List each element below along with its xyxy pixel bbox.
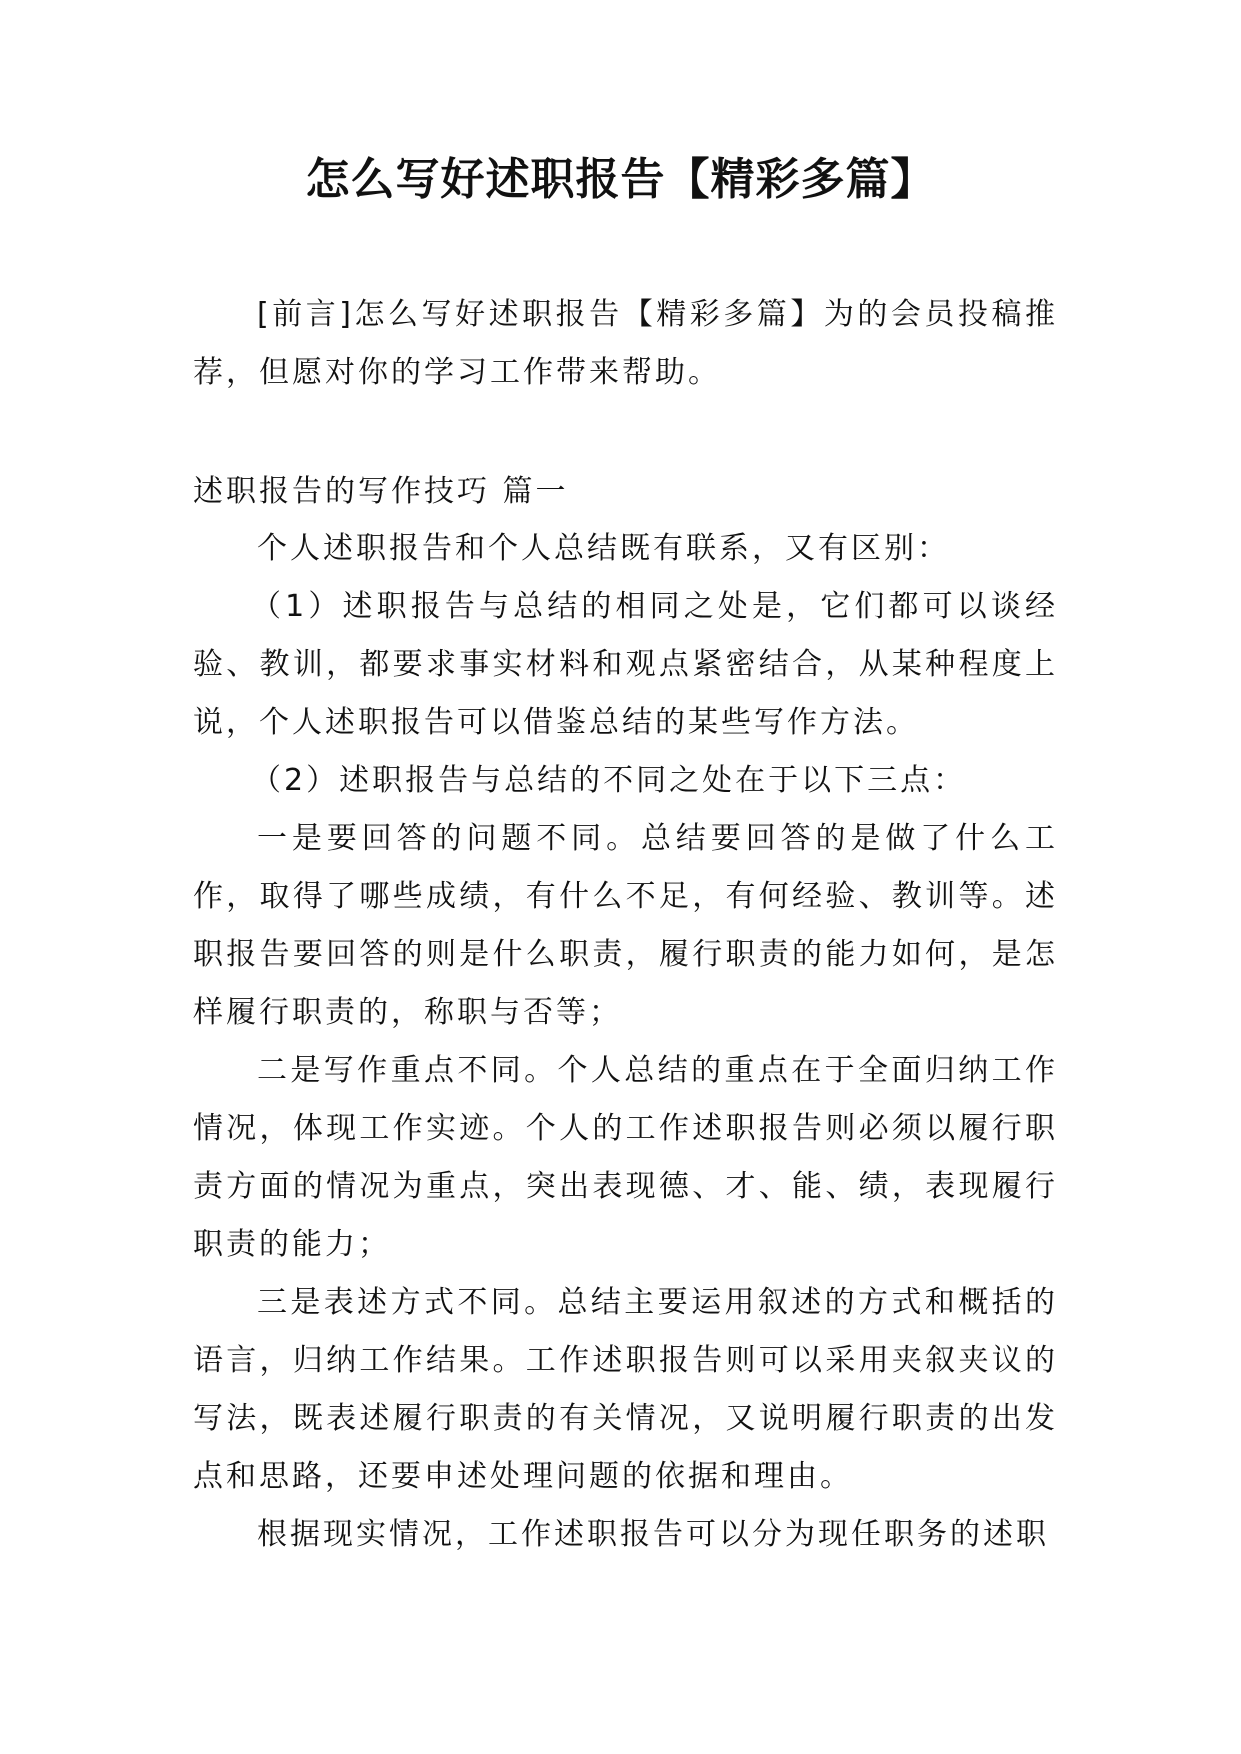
paragraph: 二是写作重点不同。个人总结的重点在于全面归纳工作情况，体现工作实迹。个人的工作述职报告则必须以履行职责方面的情况为重点，突出表现德、才、能、绩，表现履行职责的能力； xyxy=(193,1053,1058,1262)
paragraph: 一是要回答的问题不同。总结要回答的是做了什么工作，取得了哪些成绩，有什么不足，有何经验、教训等。述职报告要回答的则是什么职责，履行职责的能力如何，是怎样履行职责的，称职与否等； xyxy=(193,821,1058,1030)
paragraph: （1）述职报告与总结的相同之处是，它们都可以谈经验、教训，都要求事实材料和观点紧密结合，从某种程度上说，个人述职报告可以借鉴总结的某些写作方法。 xyxy=(193,589,1058,740)
preface-paragraph: [前言]怎么写好述职报告【精彩多篇】为的会员投稿推荐，但愿对你的学习工作带来帮助。 xyxy=(193,297,1058,390)
document-title: 怎么写好述职报告【精彩多篇】 xyxy=(305,154,936,205)
paragraph: 根据现实情况，工作述职报告可以分为现任职务的述职 xyxy=(257,1517,1049,1552)
section-heading: 述职报告的写作技巧 篇一 xyxy=(193,474,569,509)
paragraph: （2）述职报告与总结的不同之处在于以下三点： xyxy=(251,763,967,798)
paragraph: 三是表述方式不同。总结主要运用叙述的方式和概括的语言，归纳工作结果。工作述职报告则可以采用夹叙夹议的写法，既表述履行职责的有关情况，又说明履行职责的出发点和思路，还要申述处理问题的依据和理由。 xyxy=(193,1285,1058,1494)
paragraph: 个人述职报告和个人总结既有联系，又有区别： xyxy=(257,531,950,566)
